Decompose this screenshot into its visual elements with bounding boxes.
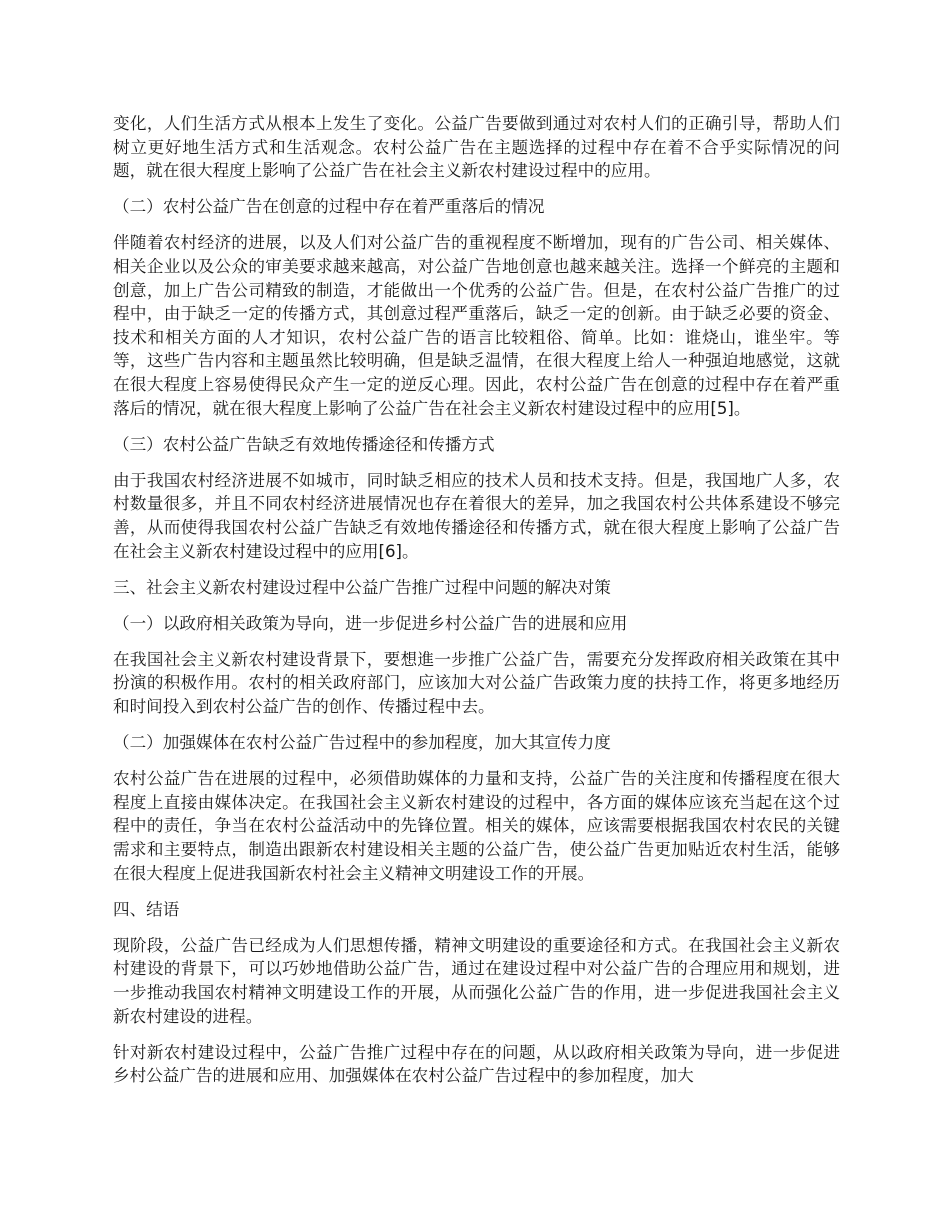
heading-section-3-1: （一）以政府相关政策为导向，进一步促进乡村公益广告的进展和应用: [113, 613, 628, 633]
heading-section-4: 四、结语: [113, 899, 180, 919]
paragraph-government-policy: 在我国社会主义新农村建设背景下，要想進一步推广公益广告，需要充分发挥政府相关政策在其中扮演的积极作用。农村的相关政府部门，应该加大对公益广告政策力度的扶持工作，将更多地经历和时间投入到农村公益广告的创作、传播过程中去。: [113, 649, 840, 716]
paragraph-conclusion-1: 现阶段，公益广告已经成为人们思想传播，精神文明建设的重要途径和方式。在我国社会主义新农村建设的背景下，可以巧妙地借助公益广告，通过在建设过程中对公益广告的合理应用和规划，进一步推动我国农村精神文明建设工作的开展，从而强化公益广告的作用，进一步促进我国社会主义新农村建设的进程。: [113, 935, 840, 1026]
heading-section-2-3: （三）农村公益广告缺乏有效地传播途径和传播方式: [113, 434, 495, 454]
heading-section-2-2: （二）农村公益广告在创意的过程中存在着严重落后的情况: [113, 197, 545, 217]
document-page: [113, 112, 840, 1100]
paragraph-conclusion-2: 针对新农村建设过程中，公益广告推广过程中存在的问题，从以政府相关政策为导向，进一步促进乡村公益广告的进展和应用、加强媒体在农村公益广告过程中的参加程度，加大: [113, 1042, 840, 1086]
heading-section-3: 三、社会主义新农村建设过程中公益广告推广过程中问题的解决对策: [113, 577, 611, 597]
paragraph-media: 农村公益广告在进展的过程中，必须借助媒体的力量和支持，公益广告的关注度和传播程度在很大程度上直接由媒体决定。在我国社会主义新农村建设的过程中，各方面的媒体应该充当起在这个过程中的责任，争当在农村公益活动中的先锋位置。相关的媒体，应该需要根据我国农村农民的关键需求和主要特点，制造出跟新农村建设相关主题的公益广告，使公益广告更加贴近农村生活，能够在很大程度上促进我国新农村社会主义精神文明建设工作的开展。: [113, 769, 840, 883]
paragraph-creativity: 伴随着农村经济的进展，以及人们对公益广告的重视程度不断增加，现有的广告公司、相关媒体、相关企业以及公众的审美要求越来越高，对公益广告地创意也越来越关注。选择一个鲜亮的主题和创意，加上广告公司精致的制造，才能做出一个优秀的公益广告。但是，在农村公益广告推广的过程中，由于缺乏一定的传播方式，其创意过程严重落后，缺乏一定的创新。由于缺乏必要的资金、技术和相关方面的人才知识，农村公益广告的语言比较粗俗、简单。比如：谁烧山，谁坐牢。等等，这些广告内容和主题虽然比较明确，但是缺乏温情，在很大程度上给人一种强迫地感觉，这就在很大程度上容易使得民众产生一定的逆反心理。因此，农村公益广告在创意的过程中存在着严重落后的情况，就在很大程度上影响了公益广告在社会主义新农村建设过程中的应用[5]。: [113, 233, 840, 418]
heading-section-3-2: （二）加强媒体在农村公益广告过程中的参加程度，加大其宣传力度: [113, 733, 611, 753]
paragraph-dissemination: 由于我国农村经济进展不如城市，同时缺乏相应的技术人员和技术支持。但是，我国地广人多，农村数量很多，并且不同农村经济进展情况也存在着很大的差异，加之我国农村公共体系建设不够完善，从而使得我国农村公益广告缺乏有效地传播途径和传播方式，就在很大程度上影响了公益广告在社会主义新农村建设过程中的应用[6]。: [113, 470, 840, 561]
paragraph-intro-continued: 变化，人们生活方式从根本上发生了变化。公益广告要做到通过对农村人们的正确引导，帮助人们树立更好地生活方式和生活观念。农村公益广告在主题选择的过程中存在着不合乎实际情况的问题，就在很大程度上影响了公益广告在社会主义新农村建设过程中的应用。: [113, 114, 840, 181]
